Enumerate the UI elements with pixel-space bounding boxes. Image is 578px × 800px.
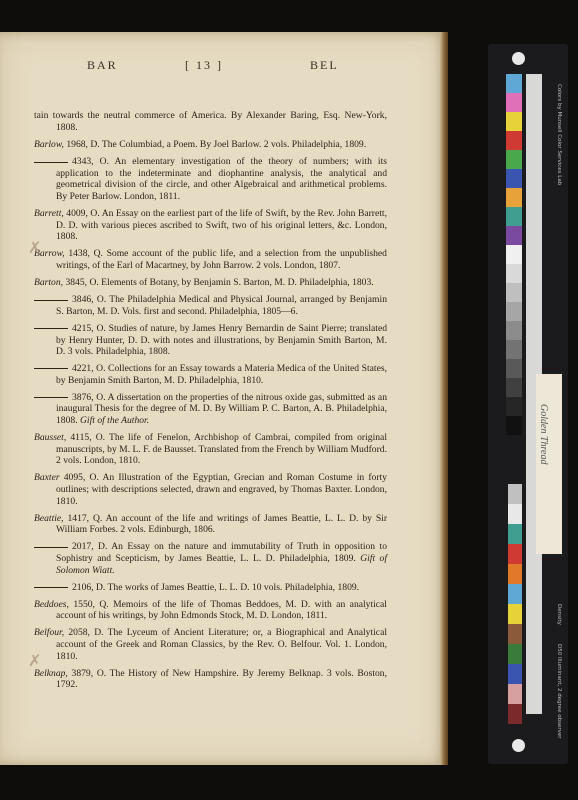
entry-text: 2017, D. An Essay on the nature and immutability of Truth in opposition to Sophistry and Scepticism, by James Beattie, L. L. D. Philadelphia, 1809. [56, 541, 387, 564]
ditto-dash [34, 547, 68, 548]
page-edge [440, 32, 448, 765]
scale-text-top: Colors by Munsell Color Services Lab [556, 84, 562, 186]
entry-text: 4343, O. An elementary investigation of the theory of numbers; with its application to the indeterminate and diophantine analysis, the analytical and geometrical division of the circle, and other Algebraical and arithmetical problems. By Peter Barlow. London, 1811. [56, 156, 387, 203]
scale-text-density: Density [556, 604, 562, 625]
entry-text: 1550, Q. Memoirs of the life of Thomas Beddoes, M. D. with an analytical account of his writings, by John Edmonds Stock, M. D. London, 1811. [56, 598, 387, 622]
color-swatch [506, 188, 522, 207]
catalog-entry [34, 627, 387, 662]
ditto-dash [34, 162, 68, 163]
scale-label-panel [536, 374, 562, 554]
ditto-dash [34, 328, 68, 329]
entry-text: 4095, O. An Illustration of the Egyptian, Grecian and Roman Costume in forty outlines; with descriptions selected, drawn and engraved, by Thomas Baxter. London, 1810. [56, 472, 387, 507]
running-head-left: BAR [87, 58, 118, 72]
catalog-entry [34, 294, 387, 317]
color-swatch-strip [506, 74, 522, 435]
catalog-entry [34, 513, 387, 536]
color-swatch [506, 340, 522, 359]
color-swatch [508, 524, 522, 544]
ditto-dash [34, 368, 68, 369]
entry-text: 4215, O. Studies of nature, by James Henry Bernardin de Saint Pierre; translated by Henry Hunter, D. D. with notes and illustrations, by Benjamin Smith Barton, M. D. 3 vols. Philadelphia, 1808. [56, 322, 387, 358]
color-swatch [506, 416, 522, 435]
color-swatch [506, 321, 522, 340]
ditto-dash [34, 587, 68, 588]
ditto-dash [34, 397, 68, 398]
entry-text: 1968, D. The Columbiad, a Poem. By Joel Barlow. 2 vols. Philadelphia, 1809. [66, 139, 367, 151]
color-swatch [506, 359, 522, 378]
catalog-entry [34, 323, 387, 358]
entry-text: 1417, Q. An account of the life and writings of James Beattie, L. L. D. by Sir William Forbes. 2 vols. Edinburgh, 1806. [56, 512, 388, 536]
catalog-entry [34, 248, 387, 271]
color-swatch [506, 112, 522, 131]
color-swatch [508, 644, 522, 664]
catalog-entry [34, 472, 387, 507]
entry-text: 3846, O. The Philadelphia Medical and Physical Journal, arranged by Benjamin S. Barton, M. D. Vols. first and second. Philadelphia, 1805—6. [56, 294, 387, 317]
running-head-right: BEL [310, 58, 339, 72]
catalog-entries [34, 110, 387, 696]
entry-gift-note: Gift of the Author. [77, 415, 150, 427]
pencil-x-mark-icon: ✗ [28, 238, 42, 257]
catalog-entry [34, 599, 387, 622]
entry-text: tain towards the neutral commerce of America. By Alexander Baring, Esq. New-York, 1808. [34, 110, 387, 133]
color-swatch [506, 131, 522, 150]
catalog-entry [34, 110, 387, 133]
entry-author: Beddoes, [34, 598, 74, 610]
color-swatch [506, 378, 522, 397]
entry-author: Barrow, [34, 248, 69, 260]
color-calibration-scale [488, 44, 568, 764]
scale-label: Golden Thread [538, 404, 549, 465]
scale-hole-bottom [512, 739, 525, 752]
catalog-entry [34, 208, 387, 243]
catalog-entry [34, 392, 387, 427]
scale-hole-top [512, 52, 525, 65]
entry-author: Belknap, [34, 667, 72, 679]
color-swatch [506, 245, 522, 264]
color-swatch [508, 664, 522, 684]
catalog-entry [34, 668, 387, 691]
entry-text: 2106, D. The works of James Beattie, L. L. D. 10 vols. Philadelphia, 1809. [72, 581, 360, 593]
catalog-entry [34, 432, 387, 467]
catalog-entry [34, 541, 387, 576]
scale-text-bottom: D50 Illuminant, 2 degree observer [556, 644, 562, 739]
color-swatch [508, 564, 522, 584]
ditto-dash [34, 300, 68, 301]
page-number: [ 13 ] [185, 58, 223, 72]
color-swatch [506, 302, 522, 321]
catalog-entry [34, 277, 387, 289]
entry-text: 4009, O. An Essay on the earliest part of the life of Swift, by the Rev. John Barrett, D. D. with various pieces ascribed to Swift, two of his original letters, &c. London, 1808. [56, 208, 387, 243]
color-swatch [506, 169, 522, 188]
color-swatch [506, 207, 522, 226]
catalog-entry [34, 156, 387, 202]
color-swatch [506, 264, 522, 283]
color-swatch [506, 397, 522, 416]
catalog-entry [34, 139, 387, 151]
entry-author: Barrett, [34, 208, 67, 220]
entry-author: Barton, [34, 277, 66, 289]
color-swatch [506, 93, 522, 112]
color-swatch [508, 544, 522, 564]
entry-text: 2058, D. The Lyceum of Ancient Literature; or, a Biographical and Analytical account of the Greek and Roman Classics, by the Rev. O. Belfour. Vol. 1. London, 1810. [56, 627, 387, 662]
entry-text: 3845, O. Elements of Botany, by Benjamin S. Barton, M. D. Philadelphia, 1803. [65, 277, 374, 289]
entry-text: 3876, O. A dissertation on the properties of the nitrous oxide gas, submitted as an inaugural Thesis for the degree of M. D. By William P. C. Barton, A. B. Philadelphia, 1808. [56, 391, 387, 427]
entry-author: Belfour, [34, 627, 69, 639]
color-swatch [506, 226, 522, 245]
color-swatch [506, 150, 522, 169]
entry-author: Bausset, [34, 432, 71, 444]
color-swatch [508, 604, 522, 624]
entry-author: Beattie, [34, 512, 68, 524]
entry-text: 3879, O. The History of New Hampshire. By Jeremy Belknap. 3 vols. Boston, 1792. [56, 667, 387, 691]
color-swatch [508, 504, 522, 524]
entry-text: 1438, Q. Some account of the public life, and a selection from the unpublished writings, of the Earl of Macartney, by John Barrow. 2 vols. London, 1807. [56, 248, 387, 272]
color-swatch [506, 74, 522, 93]
entry-gift-note: Gift of Solomon Wiatt. [56, 553, 387, 576]
color-swatch [508, 584, 522, 604]
pencil-x-mark-icon: ✗ [28, 651, 42, 670]
catalog-entry [34, 582, 387, 594]
lower-swatch-strip [508, 484, 522, 724]
color-swatch [506, 283, 522, 302]
entry-text: 4115, O. The life of Fenelon, Archbishop of Cambrai, compiled from original manuscripts, by M. L. F. de Bausset. Translated from the French by William Mudford. 2 vols. London, 1810. [56, 432, 387, 467]
color-swatch [508, 624, 522, 644]
color-swatch [508, 484, 522, 504]
catalog-entry [34, 363, 387, 386]
color-swatch [508, 684, 522, 704]
color-swatch [508, 704, 522, 724]
entry-author: Barlow, [34, 139, 67, 151]
entry-text: 4221, O. Collections for an Essay towards a Materia Medica of the United States, by Benjamin Smith Barton, M. D. Philadelphia, 1810. [56, 363, 387, 386]
entry-author: Baxter [34, 472, 64, 484]
